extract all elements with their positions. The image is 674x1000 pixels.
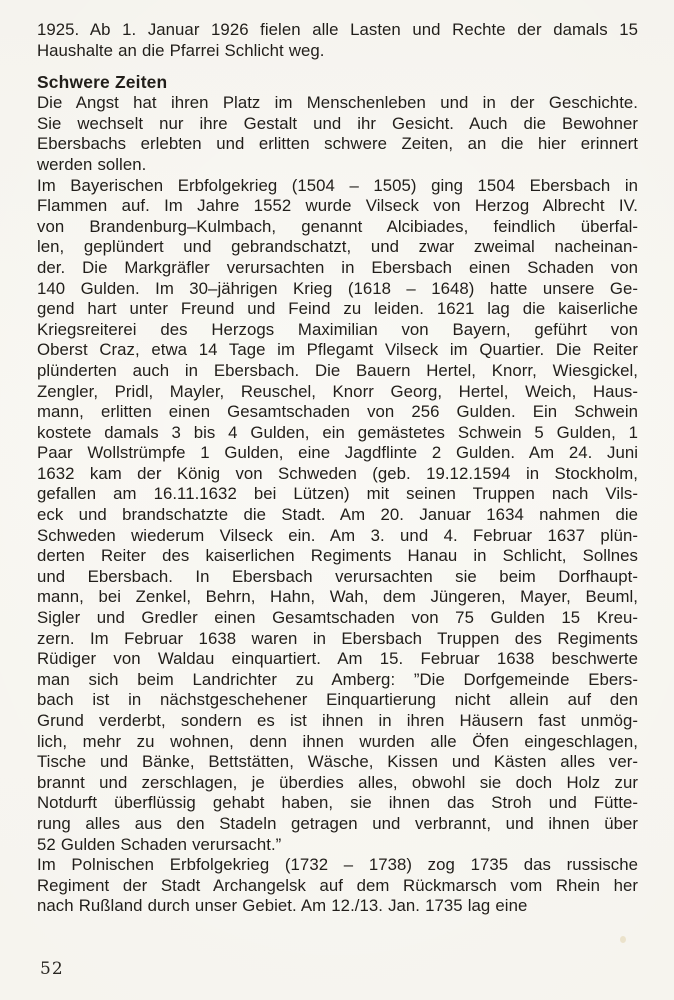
text-line: brannt und zerschlagen, je überdies alles, obwohl sie doch Holz zur bbox=[37, 772, 638, 792]
text-line: Flammen auf. Im Jahre 1552 wurde Vilseck von Herzog Albrecht IV. bbox=[37, 196, 638, 216]
text-line: eck und brandschatzte die Stadt. Am 20. Januar 1634 nahmen die bbox=[37, 505, 638, 525]
text-line: Tische und Bänke, Bettstätten, Wäsche, Kissen und Kästen alles ver- bbox=[37, 752, 638, 772]
section-heading: Schwere Zeiten bbox=[37, 72, 168, 93]
text-line: und Ebersbach. In Ebersbach verursachten sie beim Dorfhaupt- bbox=[37, 566, 638, 586]
text-line: Rüdiger von Waldau einquartiert. Am 15. Februar 1638 beschwerte bbox=[37, 649, 638, 669]
text-line: von Brandenburg–Kulmbach, genannt Alcibiades, feindlich überfal- bbox=[37, 216, 638, 236]
text-line: Regiment der Stadt Archangelsk auf dem Rückmarsch vom Rhein her bbox=[37, 875, 638, 895]
paragraph bbox=[37, 20, 638, 61]
text-line: 140 Gulden. Im 30–jährigen Krieg (1618 – 1648) hatte unsere Ge- bbox=[37, 278, 638, 298]
text-line: mann, bei Zenkel, Behrn, Hahn, Wah, dem Jüngeren, Mayer, Beuml, bbox=[37, 587, 638, 607]
text-line: nach Rußland durch unser Gebiet. Am 12./13. Jan. 1735 lag eine bbox=[37, 896, 528, 916]
text-line: gend hart unter Freund und Feind zu leiden. 1621 lag die kaiserliche bbox=[37, 299, 638, 319]
text-line: Kriegsreiterei des Herzogs Maximilian von Bayern, geführt von bbox=[37, 319, 638, 339]
text-line: mann, erlitten einen Gesamtschaden von 256 Gulden. Ein Schwein bbox=[37, 402, 638, 422]
text-line: Im Polnischen Erbfolgekrieg (1732 – 1738) zog 1735 das russische bbox=[37, 855, 638, 875]
text-line: plünderten auch in Ebersbach. Die Bauern Hertel, Knorr, Wiesgickel, bbox=[37, 360, 638, 380]
paragraph bbox=[37, 176, 638, 856]
text-line: Notdurft überflüssig gehabt haben, sie ihnen das Stroh und Fütte- bbox=[37, 793, 638, 813]
text-line: zern. Im Februar 1638 waren in Ebersbach Truppen des Regiments bbox=[37, 628, 638, 648]
text-line: Die Angst hat ihren Platz im Menschenleben und in der Geschichte. bbox=[37, 93, 638, 113]
scan-artifact bbox=[620, 936, 626, 943]
text-line: Schweden wiederum Vilseck ein. Am 3. und 4. Februar 1637 plün- bbox=[37, 525, 638, 545]
text-line: len, geplündert und gebrandschatzt, und zwar zweimal nacheinan- bbox=[37, 237, 638, 257]
paragraph bbox=[37, 855, 638, 917]
text-line: 1632 kam der König von Schweden (geb. 19.12.1594 in Stockholm, bbox=[37, 463, 638, 483]
text-line: 1925. Ab 1. Januar 1926 fielen alle Lasten und Rechte der damals 15 bbox=[37, 20, 638, 39]
text-line: Sigler und Gredler einen Gesamtschaden von 75 Gulden 15 Kreu- bbox=[37, 608, 638, 628]
text-line: Zengler, Pridl, Mayler, Reuschel, Knorr Georg, Hertel, Weich, Haus- bbox=[37, 381, 638, 401]
text-line: werden sollen. bbox=[37, 154, 147, 174]
text-line: Ebersbachs erlebten und erlitten schwere Zeiten, an die hier erinnert bbox=[37, 134, 638, 154]
text-line: rung alles aus den Stadeln getragen und verbrannt, und ihnen über bbox=[37, 813, 638, 833]
text-line: Paar Wollstrümpfe 1 Gulden, eine Jagdflinte 2 Gulden. Am 24. Juni bbox=[37, 443, 638, 463]
text-line: bach ist in nächstgeschehener Einquartierung nicht allein auf den bbox=[37, 690, 638, 710]
page-text bbox=[37, 20, 638, 917]
text-line: 52 Gulden Schaden verursacht.” bbox=[37, 834, 282, 854]
text-line: lich, mehr zu wohnen, denn ihnen wurden alle Öfen eingeschlagen, bbox=[37, 731, 638, 751]
text-line: Grund verderbt, sondern es ist ihnen in ihren Häusern fast unmög- bbox=[37, 711, 638, 730]
text-line: Im Bayerischen Erbfolgekrieg (1504 – 1505) ging 1504 Ebersbach in bbox=[37, 175, 638, 195]
text-line: derten Reiter des kaiserlichen Regiments Hanau in Schlicht, Sollnes bbox=[37, 546, 638, 566]
paragraph bbox=[37, 93, 638, 175]
text-line: man sich beim Landrichter zu Amberg: ”Die Dorfgemeinde Ebers- bbox=[37, 669, 638, 689]
page-number: 52 bbox=[40, 959, 64, 979]
text-line: kostete damals 3 bis 4 Gulden, ein gemästetes Schwein 5 Gulden, 1 bbox=[37, 422, 638, 442]
text-line: Haushalte an die Pfarrei Schlicht weg. bbox=[37, 40, 325, 60]
text-line: Sie wechselt nur ihre Gestalt und ihr Gesicht. Auch die Bewohner bbox=[37, 113, 638, 133]
text-line: Oberst Craz, etwa 14 Tage im Pflegamt Vilseck im Quartier. Die Reiter bbox=[37, 340, 638, 360]
text-line: gefallen am 16.11.1632 bei Lützen) mit seinen Truppen nach Vils- bbox=[37, 484, 638, 504]
text-line: der. Die Markgräfler verursachten in Ebersbach einen Schaden von bbox=[37, 257, 638, 277]
